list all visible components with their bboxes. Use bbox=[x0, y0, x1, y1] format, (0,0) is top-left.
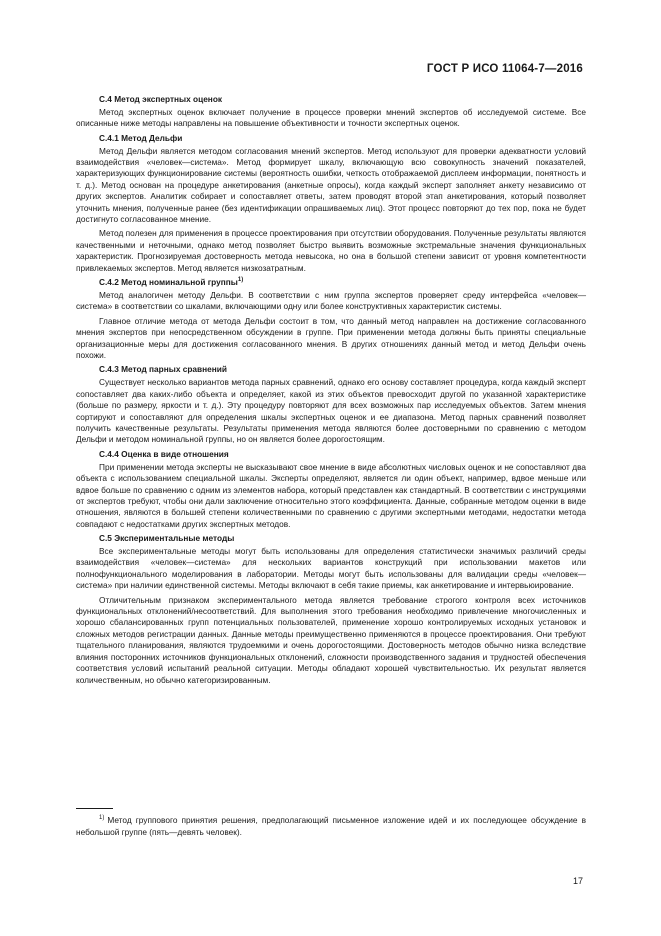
section-heading-c5: С.5 Экспериментальные методы bbox=[99, 533, 235, 544]
main-content bbox=[76, 93, 586, 689]
footnote-text: Метод группового принятия решения, предполагающий письменное изложение идей и их последующее обсуждение в небольшой группе (пять—девять человек). bbox=[76, 815, 586, 837]
footnote bbox=[76, 815, 586, 838]
section-heading-c44: С.4.4 Оценка в виде отношения bbox=[99, 448, 229, 459]
paragraph-c42-2: Главное отличие метода от метода Дельфи состоит в том, что данный метод направлен на достижение согласованного мнения экспертов при непосредственном обсуждении в группе. При применении метода должны быть приняты специальные организационные меры для достижения согласованного мнения. В других отношениях данный метод и метод Дельфи очень похожи. bbox=[76, 315, 586, 361]
paragraph-c5-2: Отличительным признаком экспериментального метода является требование строгого контроля всех источников функциональных отклонений/несоответствий. Для выполнения этого требования необходимо привлечение многочисленных и хорошо сбалансированных групп потенциальных пользователей, применение хорошо контролируемых исходных установок и сложных методов регистрации данных. Данные методы преимущественно применяются в процессе проектирования. Они требуют тщательного планирования, являются трудоемкими и очень дорогостоящими. Достоверность методов обычно низка вследствие влияния посторонних источников функциональных отклонений, сложности производственного задания и трудностей обеспечения соответствия условий испытаний реальной ситуации. Методы обладают хорошей чувствительностью. Их результат является количественным, но обычно категоризированным. bbox=[76, 594, 586, 685]
section-heading-c43: С.4.3 Метод парных сравнений bbox=[99, 364, 227, 375]
section-heading-c42-text: С.4.2 Метод номинальной группы bbox=[99, 277, 238, 288]
section-heading-c41: С.4.1 Метод Дельфи bbox=[99, 132, 183, 143]
footnote-ref-mark: 1) bbox=[237, 277, 244, 284]
standard-header: ГОСТ Р ИСО 11064-7—2016 bbox=[426, 63, 583, 75]
page-number: 17 bbox=[572, 876, 583, 886]
paragraph-c43-1: Существует несколько вариантов метода парных сравнений, однако его основу составляет процедура, когда каждый эксперт сопоставляет два каких-либо объекта и определяет, какой из этих объектов превосходит другой по указанной характеристике (больше по размеру, яркости и т. д.). Эту процедуру повторяют для всех возможных пар исследуемых объектов. Затем мнения сортируют и сопоставляют для определения шкалы экспертных оценок и ее диапазона. Метод парных сравнений позволяет получить качественные результаты. Результаты применения метода являются более достоверными по сравнению с методом Дельфи и методом номинальной группы, но он является более дорогостоящим. bbox=[76, 377, 586, 445]
paragraph-c5-1: Все экспериментальные методы могут быть использованы для определения статистически значимых различий среды взаимодействия «человек—система» для нескольких вариантов конструкций при использовании макетов или полнофункционального моделирования в лаборатории. Методы могут быть использованы для валидации среды «человек—система» при наличии единственной системы. Методы включают в себя такие приемы, как анкетирование и интервьюирование. bbox=[76, 546, 586, 591]
paragraph-c42-1: Метод аналогичен методу Дельфи. В соответствии с ним группа экспертов проверяет среду интерфейса «человек—система» в соответствии со шкалами, включающими одну или более конструктивных характеристик системы. bbox=[76, 290, 586, 312]
footnote-mark: 1) bbox=[99, 815, 105, 822]
paragraph-c4-1: Метод экспертных оценок включает получение в процессе проверки мнений экспертов об исследуемой системе. Все описанные ниже методы направлены на повышение объективности и точности экспертных оценок. bbox=[76, 106, 586, 129]
section-heading-c4: С.4 Метод экспертных оценок bbox=[99, 94, 223, 104]
paragraph-c44-1: При применении метода эксперты не высказывают свое мнение в виде абсолютных числовых оценок и не сопоставляют два объекта с использованием специальной шкалы. Эксперты определяют, является ли один объект, например, вдвое меньше или вдвое больше по сравнению с одним из элементов набора, который представлен как стандартный. В соответствии с инструкциями от экспертов требуют, чтобы они дали заключение относительно этого коэффициента. Данные, собранные методом оценки в виде отношения, являются в большей степени количественными по сравнению с другими экспертными методами, недостатки метода совпадают с недостатками других экспертных методов. bbox=[76, 461, 586, 529]
section-heading-c42 bbox=[76, 277, 586, 288]
footnote-divider bbox=[76, 808, 113, 809]
paragraph-c41-2: Метод полезен для применения в процессе проектирования при отсутствии оборудования. Полученные результаты являются качественными и неточными, однако метод позволяет быстро выявить возможные экстремальные значения функциональных характеристик. Прогнозируемая достоверность метода невысока, но она в большой степени зависит от уровня компетентности привлекаемых экспертов. Метод является низкозатратным. bbox=[76, 228, 586, 273]
paragraph-c41-1: Метод Дельфи является методом согласования мнений экспертов. Метод используют для проверки адекватности условий взаимодействия «человек—система». Метод формирует шкалу, включающую всю совокупность значений показателей, характеризующих функционирование системы (вероятность ошибки, четкость отображаемой дисплеем информации, понятность и т. д.). Метод основан на процедуре анкетирования (анкетные опросы), когда каждый эксперт заполняет анкету независимо от других экспертов. Аналитик собирает и сопоставляет ответы, затем проводят второй этап анкетирования, который позволяет уточнить мнения, полученные ранее (без идентификации опрашиваемых лиц). Этот процесс повторяют до тех пор, пока не будет достигнуто согласованное мнение. bbox=[76, 145, 586, 225]
